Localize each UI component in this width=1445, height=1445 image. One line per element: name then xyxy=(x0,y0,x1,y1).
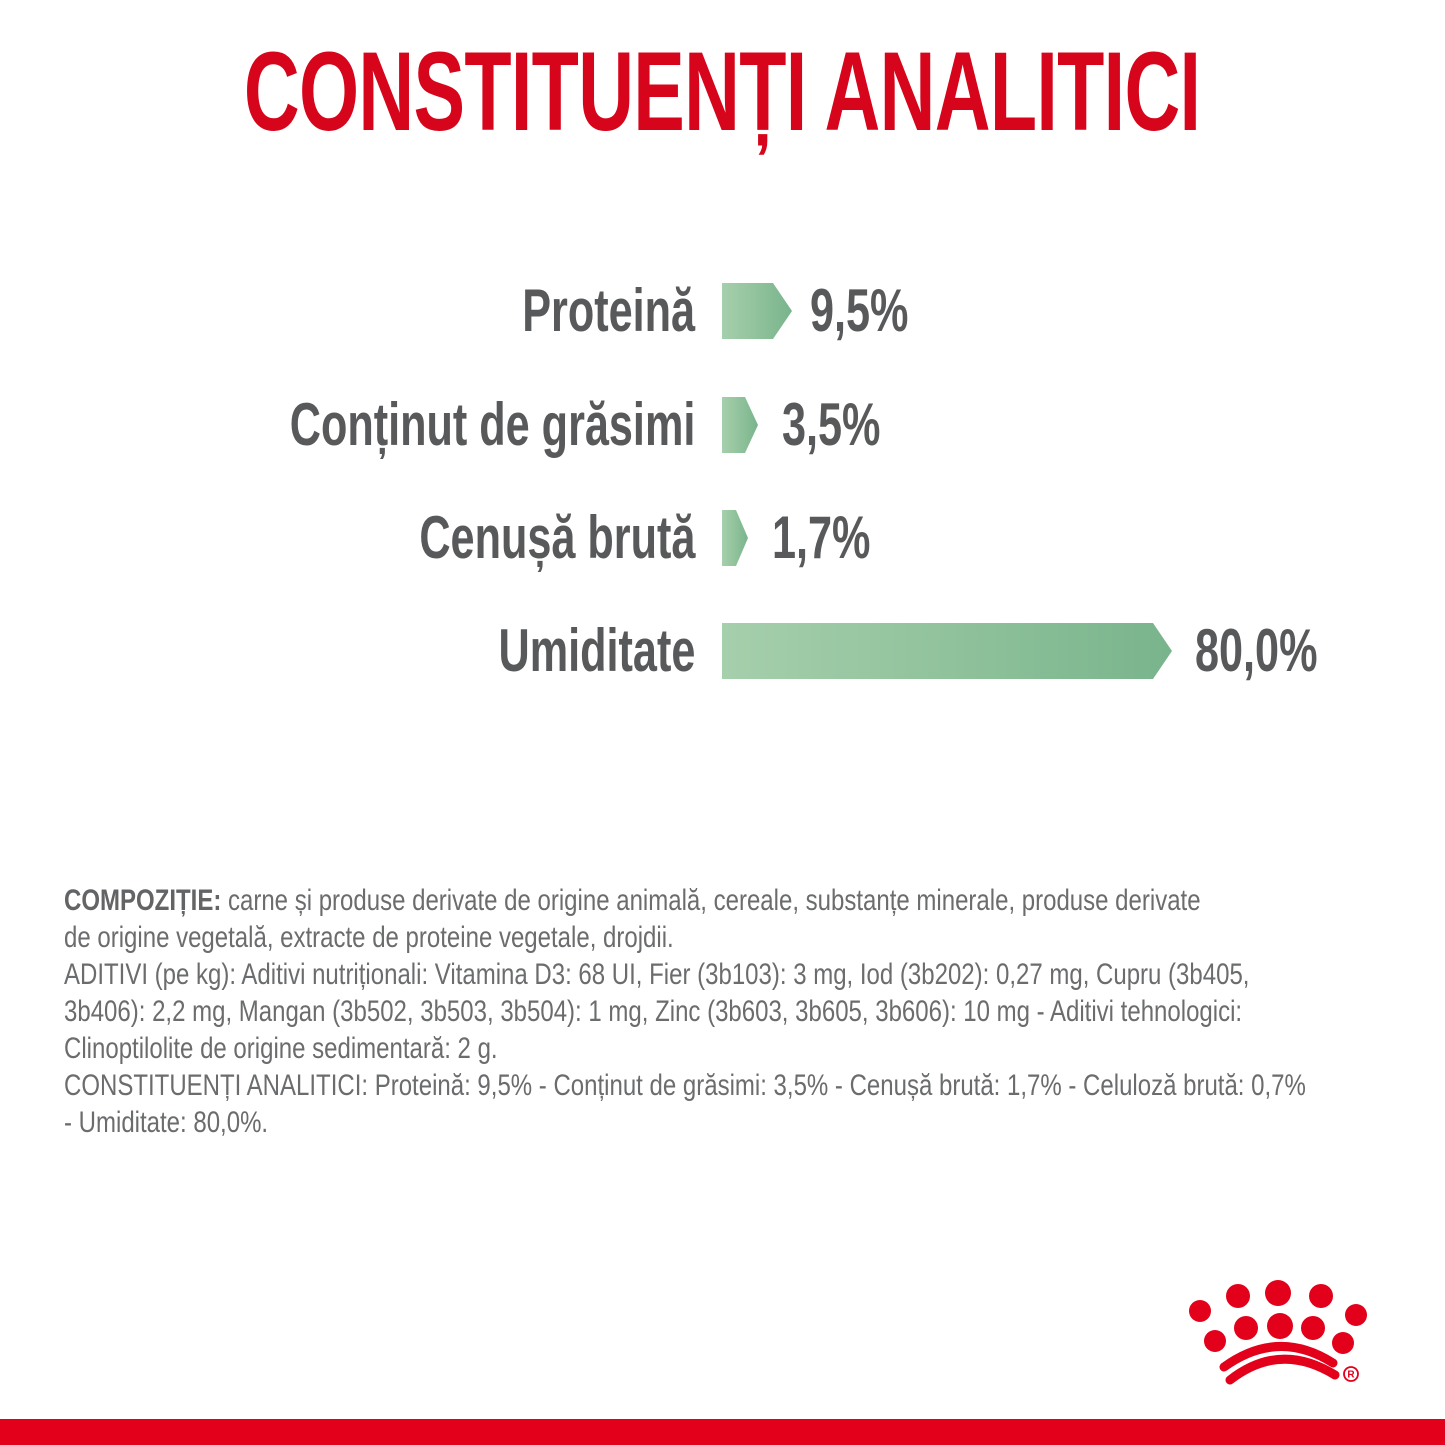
bar-umiditate xyxy=(722,623,1172,679)
additives-line-3: Clinoptilolite de origine sedimentară: 2 g. xyxy=(64,1032,498,1065)
bar-cenusa xyxy=(722,510,748,566)
composition-line-2: de origine vegetală, extracte de proteine vegetale, drojdii. xyxy=(64,921,674,954)
additives-line-2: 3b406): 2,2 mg, Mangan (3b502, 3b503, 3b504): 1 mg, Zinc (3b603, 3b605, 3b606): 10 mg - Aditivi tehnologici: xyxy=(64,995,1243,1028)
composition-text-block xyxy=(64,882,1445,1141)
bar-label-cenusa: Cenușă brută xyxy=(418,504,695,571)
page-title-text: CONSTITUENȚI ANALITICI xyxy=(244,29,1201,154)
bar-label-proteina: Proteină xyxy=(522,277,695,344)
page-title xyxy=(0,29,1445,182)
bar-value-grasimi: 3,5% xyxy=(782,391,881,458)
constituents-line-2: - Umiditate: 80,0%. xyxy=(64,1106,269,1139)
bar-label-umiditate: Umiditate xyxy=(498,617,695,684)
footer-accent-bar xyxy=(0,1419,1445,1445)
bar-label-grasimi: Conținut de grăsimi xyxy=(289,391,695,458)
bar-value-umiditate: 80,0% xyxy=(1195,617,1318,684)
registered-mark-icon xyxy=(1344,1367,1358,1381)
constituents-line-1: CONSTITUENȚI ANALITICI: Proteină: 9,5% - Conținut de grăsimi: 3,5% - Cenușă brută: 1,7% - Celuloză brută: 0,7% xyxy=(64,1069,1306,1102)
bar-value-cenusa: 1,7% xyxy=(772,504,871,571)
royal-canin-crown-icon xyxy=(1183,1278,1383,1398)
bar-grasimi xyxy=(722,397,758,453)
svg-text:R: R xyxy=(1347,1369,1355,1381)
additives-line-1: ADITIVI (pe kg): Aditivi nutriționali: Vitamina D3: 68 UI, Fier (3b103): 3 mg, Iod (3b202): 0,27 mg, Cupru (3b405, xyxy=(64,958,1250,991)
bar-proteina xyxy=(722,283,792,339)
bar-value-proteina: 9,5% xyxy=(810,277,909,344)
composition-line-1: COMPOZIȚIE: carne și produse derivate de origine animală, cereale, substanțe minerale, produse derivate xyxy=(64,884,1201,917)
composition-heading: COMPOZIȚIE: xyxy=(64,884,222,917)
